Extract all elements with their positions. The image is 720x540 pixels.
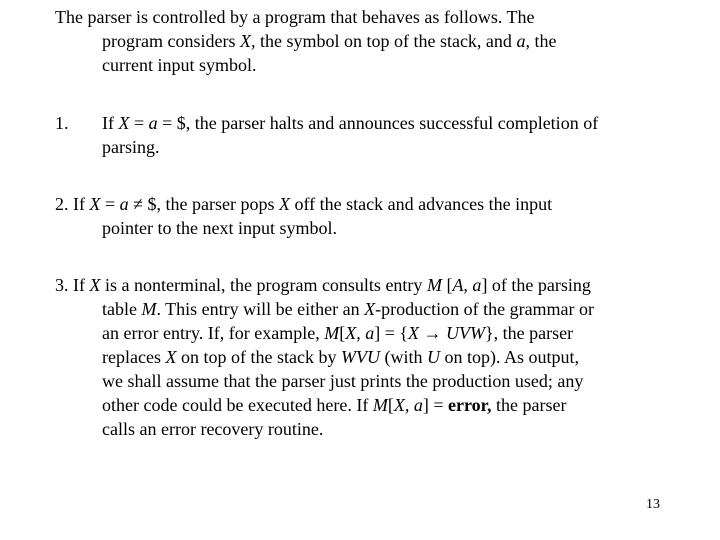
text-segment: [: [387, 395, 394, 415]
page-number: 13: [646, 497, 660, 512]
rule-3-line-6: [55, 393, 675, 417]
text-segment: the: [529, 31, 557, 51]
text-segment: ] = {: [374, 323, 409, 343]
var-UVW: UVW: [446, 323, 486, 343]
var-M: M: [372, 395, 388, 415]
text-segment: =: [100, 194, 120, 214]
var-WVU: WVU: [340, 347, 380, 367]
var-M: M: [141, 299, 157, 319]
text-segment: on top of the stack by: [176, 347, 341, 367]
rule-3: [55, 273, 675, 441]
text-segment: }, the parser: [485, 323, 574, 343]
rule-2-line-2: pointer to the next input symbol.: [102, 218, 337, 238]
var-X: X: [408, 323, 420, 343]
text-segment: an error entry. If, for example,: [102, 323, 325, 343]
error-keyword: error,: [448, 395, 492, 415]
text-segment: program considers: [102, 31, 240, 51]
text-segment: on top). As output,: [439, 347, 579, 367]
rule-1-line-1: [55, 111, 675, 135]
rule-1-number: 1.: [55, 113, 69, 133]
var-a: a,: [516, 31, 530, 51]
var-X: X: [89, 194, 101, 214]
text-segment: 2. If: [55, 194, 90, 214]
var-X: X: [279, 194, 291, 214]
intro-line-3: current input symbol.: [102, 55, 257, 75]
intro-line-1: The parser is controlled by a program that behaves as follows. The: [55, 7, 535, 27]
rule-3-line-3: [55, 321, 675, 345]
text-segment: is a nonterminal, the program consults entry: [100, 275, 427, 295]
text-segment: 3. If: [55, 275, 90, 295]
rule-3-line-7: calls an error recovery routine.: [102, 419, 324, 439]
intro-line-2: [55, 29, 675, 53]
text-segment: (with: [379, 347, 427, 367]
text-segment: [: [339, 323, 346, 343]
text-segment: the symbol on top of the stack, and: [255, 31, 517, 51]
intro-paragraph: [55, 5, 675, 77]
text-segment: [: [441, 275, 453, 295]
rule-2-line-1: [55, 192, 675, 216]
arrow-symbol: →: [419, 323, 447, 343]
text-segment: If: [102, 113, 119, 133]
rule-3-line-5: we shall assume that the parser just prints the production used; any: [102, 371, 584, 391]
var-X-a: X, a: [345, 323, 375, 343]
text-segment: off the stack and advances the input: [290, 194, 553, 214]
var-A-a: A, a: [452, 275, 482, 295]
var-M: M: [426, 275, 442, 295]
text-segment: =: [129, 113, 149, 133]
rule-2: [55, 192, 675, 240]
text-segment: ] of the parsing: [481, 275, 591, 295]
text-segment: = $, the parser halts and announces successful completion of: [157, 113, 599, 133]
var-X: X: [165, 347, 177, 367]
text-segment: -production of the grammar or: [375, 299, 595, 319]
var-X: X,: [239, 31, 256, 51]
rule-3-line-4: [55, 345, 675, 369]
var-X-a: X, a: [393, 395, 423, 415]
rule-1: [55, 111, 675, 159]
text-segment: table: [102, 299, 142, 319]
text-segment: . This entry will be either an: [156, 299, 365, 319]
text-segment: ≠ $, the parser pops: [128, 194, 280, 214]
text-segment: ] =: [422, 395, 449, 415]
var-X: X: [89, 275, 101, 295]
var-X: X: [364, 299, 376, 319]
rule-3-line-1: [55, 273, 675, 297]
var-X: X: [118, 113, 130, 133]
text-segment: other code could be executed here. If: [102, 395, 373, 415]
var-M: M: [324, 323, 340, 343]
text-segment: replaces: [102, 347, 166, 367]
var-a: a: [148, 113, 158, 133]
var-U: U: [426, 347, 440, 367]
rule-3-line-2: [55, 297, 675, 321]
text-segment: the parser: [491, 395, 567, 415]
rule-1-line-2: parsing.: [102, 137, 160, 157]
var-a: a: [119, 194, 129, 214]
